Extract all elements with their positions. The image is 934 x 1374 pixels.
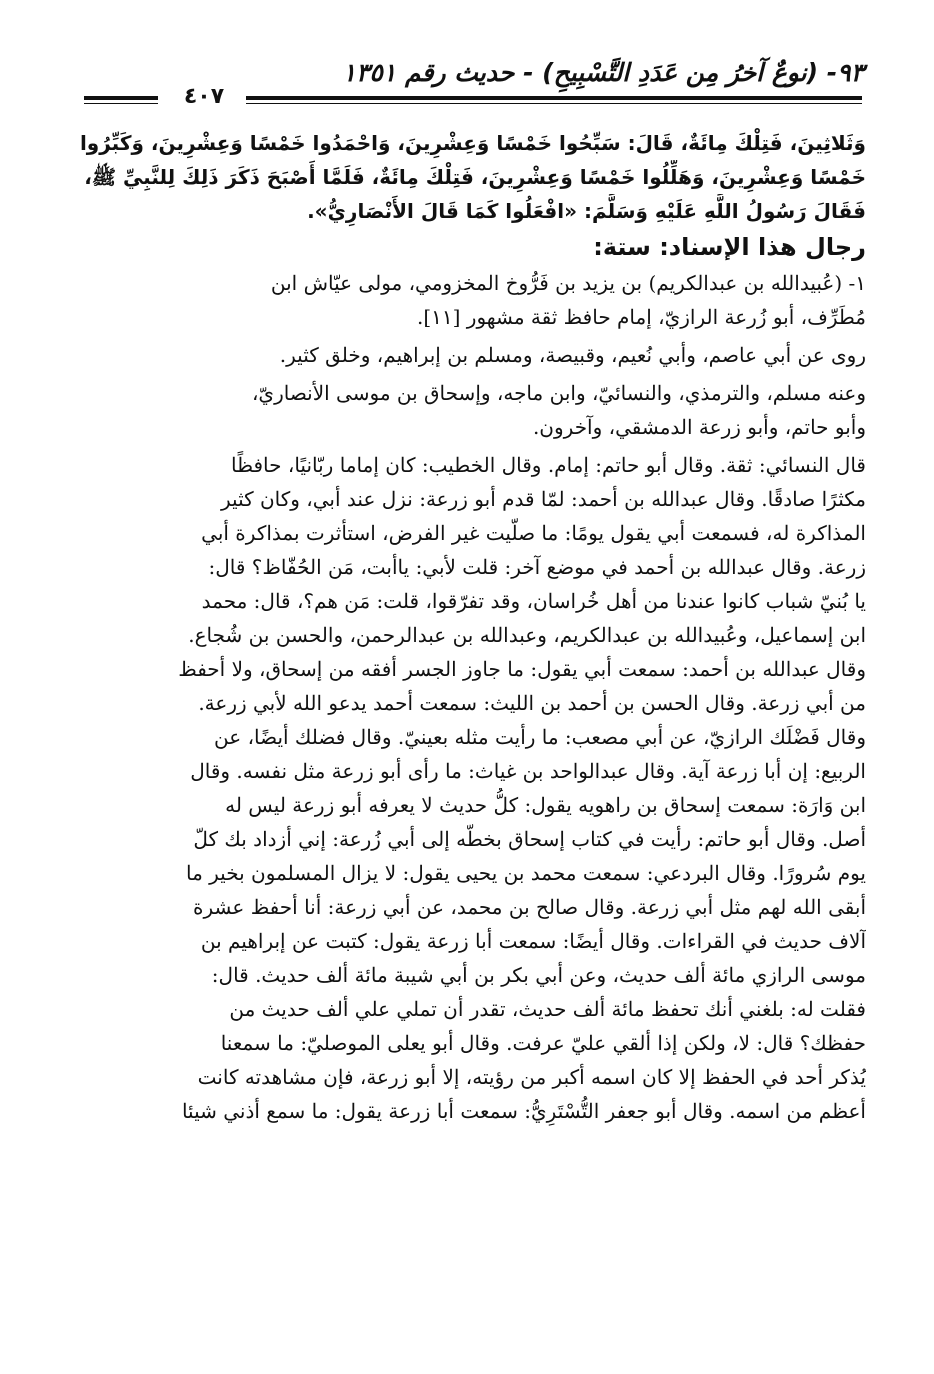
narrator-intro-line: مُطَرِّف، أبو زُرعة الرازيّ، إمام حافظ ثقة مشهور [١١].: [416, 305, 866, 329]
praise-line: أصل. وقال أبو حاتم: رأيت في كتاب إسحاق بخطّه إلى أبي زُرعة: إني أزداد بك كلّ: [193, 827, 866, 851]
students-paragraph: [80, 376, 866, 444]
praise-line: فقلت له: بلغني أنك تحفظ مائة ألف حديث، تقدر أن تملي علي ألف حديث من: [229, 997, 866, 1021]
praise-line: وقال عبدالله بن أحمد: سمعت أبي يقول: ما جاوز الجسر أفقه من إسحاق، ولا أحفظ: [178, 657, 866, 681]
praise-line: قال النسائي: ثقة. وقال أبو حاتم: إمام. وقال الخطيب: كان إماما ربّانيًا، حافظًا: [231, 453, 866, 477]
praise-line: آلاف حديث في القراءات. وقال أيضًا: سمعت أبا زرعة يقول: كتبت عن إبراهيم بن: [200, 929, 866, 953]
narrator-intro-line: ١- (عُبيدالله بن عبدالكريم) بن يزيد بن فَرُّوخ المخزومي، مولى عيّاش ابن: [270, 271, 866, 295]
praise-line: أعظم من اسمه. وقال أبو جعفر التُّسْتَرِيُّ: سمعت أبا زرعة يقول: ما سمع أذني شيئا: [181, 1099, 866, 1123]
hadith-line: فَقَالَ رَسُولُ اللَّهِ عَلَيْهِ وَسَلَّمَ: «افْعَلُوا كَمَا قَالَ الأَنْصَارِيُّ».: [307, 199, 866, 223]
praise-line: ابن إسماعيل، وعُبيدالله بن عبدالكريم، وعبدالله بن عبدالرحمن، والحسن بن شُجاع.: [188, 623, 866, 647]
praise-line: حفظك؟ قال: لا، ولكن إذا ألقي عليّ عرفت. وقال أبو يعلى الموصليّ: ما سمعنا: [220, 1031, 866, 1055]
teachers-paragraph: [80, 338, 866, 372]
praise-line: من أبي زرعة. وقال الحسن بن أحمد بن الليث: سمعت أحمد يدعو الله لأبي زرعة.: [198, 691, 866, 715]
praise-line: موسى الرازي مائة ألف حديث، وعن أبي بكر بن أبي شيبة مائة ألف حديث. قال:: [211, 963, 866, 987]
students-line: وعنه مسلم، والترمذي، والنسائيّ، وابن ماجه، وإسحاق بن موسى الأنصاريّ،: [251, 381, 866, 405]
narrator-intro: [80, 266, 866, 334]
praise-line: يوم سُرورًا. وقال البردعي: سمعت محمد بن يحيى يقول: لا يزال المسلمون بخير ما: [185, 861, 866, 885]
hadith-text: [80, 126, 866, 228]
hadith-line: خَمْسًا وَعِشْرِينَ، وَهَلِّلُوا خَمْسًا وَعِشْرِينَ، فَتِلْكَ مِائَةٌ، فَلَمَّا أَصْبَحَ ذَكَرَ ذَلِكَ لِلنَّبِيِّ ﷺ،: [84, 165, 866, 189]
praise-line: وقال فَضْلَك الرازيّ، عن أبي مصعب: ما رأيت مثله بعينيّ. وقال فضلك أيضًا، عن: [214, 725, 866, 749]
teachers-line: روى عن أبي عاصم، وأبي نُعيم، وقبيصة، ومسلم بن إبراهيم، وخلق كثير.: [279, 343, 866, 367]
hadith-line: وَثَلاثِينَ، فَتِلْكَ مِائَةٌ، قَالَ: سَبِّحُوا خَمْسًا وَعِشْرِينَ، وَاحْمَدُوا خَمْسًا وَعِشْرِينَ، وَكَبِّرُوا: [80, 131, 866, 155]
praise-line: زرعة. وقال عبدالله بن أحمد في موضع آخر: قلت لأبي: ياأبت، مَن الحُفّاظ؟ قال:: [208, 555, 866, 579]
praise-line: يا بُنيّ شباب كانوا عندنا من أهل خُراسان، وقد تفرّقوا، قلت: مَن هم؟، قال: محمد: [201, 589, 866, 613]
header-rule-left: [84, 96, 158, 104]
praise-line: الربيع: إن أبا زرعة آية. وقال عبدالواحد بن غياث: ما رأى أبو زرعة مثل نفسه. وقال: [190, 759, 866, 783]
praise-line: مكثرًا صادقًا. وقال عبدالله بن أحمد: لمّا قدم أبو زرعة: نزل عند أبي، وكان كثير: [221, 487, 866, 511]
page-header: [84, 58, 864, 118]
praise-paragraph: [80, 448, 866, 1128]
praise-line: أبقى الله لهم مثل أبي زرعة. وقال صالح بن محمد، عن أبي زرعة: أنا أحفظ عشرة: [193, 895, 866, 919]
header-rule-right: [246, 96, 862, 104]
praise-line: المذاكرة له، فسمعت أبي يقول يومًا: ما صلّيت غير الفرض، استأثرت بمذاكرة أبي: [201, 521, 866, 545]
running-title: ٩٣- (نوعٌ آخرُ مِن عَدَدِ التَّسْبِيحِ) - حديث رقم ١٣٥١: [342, 58, 864, 87]
section-heading: رجال هذا الإسناد: ستة:: [593, 233, 866, 261]
praise-line: يُذكر أحد في الحفظ إلا كان اسمه أكبر من رؤيته، إلا أبو زرعة، فإن مشاهدته كانت: [197, 1065, 866, 1089]
students-line: وأبو حاتم، وأبو زرعة الدمشقي، وآخرون.: [532, 415, 866, 439]
page-body: [80, 126, 866, 1128]
praise-line: ابن وَارَة: سمعت إسحاق بن راهويه يقول: كلُّ حديث لا يعرفه أبو زرعة ليس له: [225, 793, 866, 817]
page-number: ٤٠٧: [183, 84, 225, 109]
